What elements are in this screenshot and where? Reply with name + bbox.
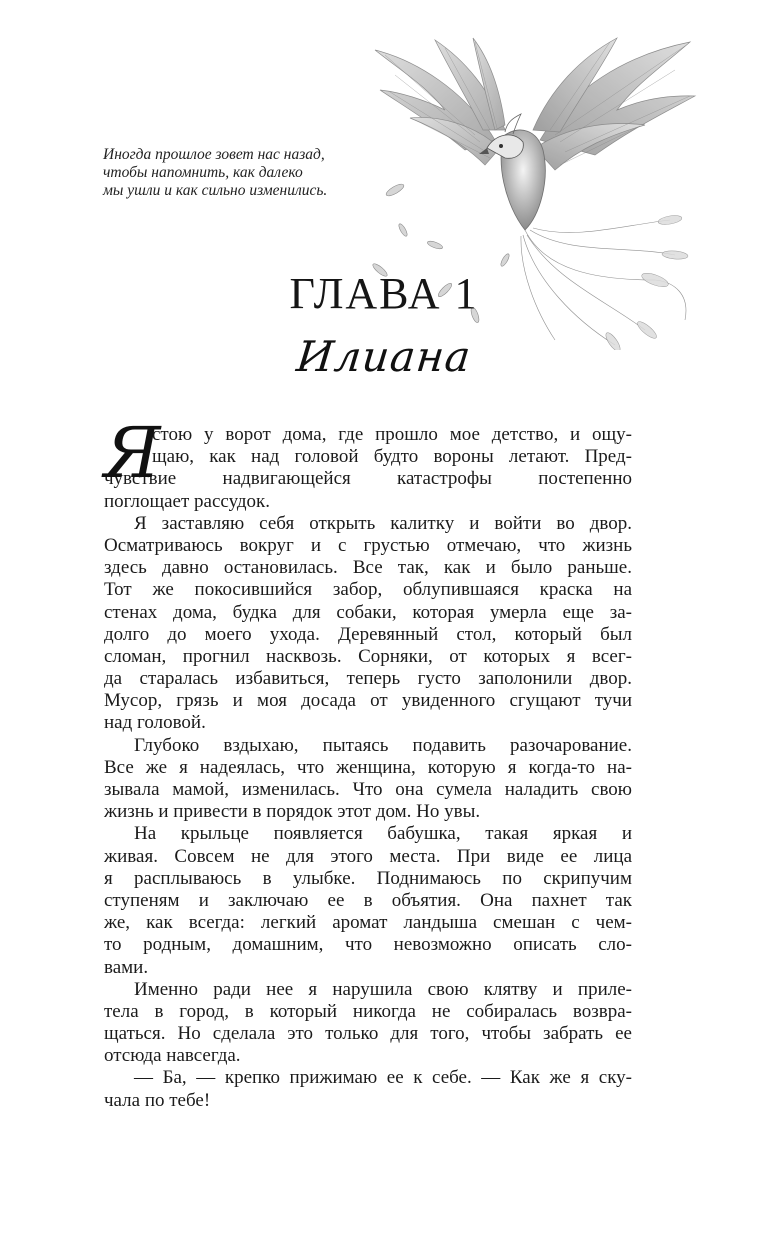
text-line: же, как всегда: легкий аромат ландыша смешан с чем-: [104, 912, 632, 934]
text-line: стенах дома, будка для собаки, которая умерла еще за-: [104, 601, 632, 623]
text-line: Все же я надеялась, что женщина, которую я когда-то на-: [104, 756, 632, 778]
epigraph: [103, 146, 363, 200]
text-line: — Ба, — крепко прижимаю ее к себе. — Как же я ску-: [134, 1067, 632, 1089]
chapter-title: Илиана: [294, 332, 474, 381]
text-line: Мусор, грязь и моя досада от увиденного сгущают тучи: [104, 690, 632, 712]
epigraph-line: чтобы напомнить, как далеко: [103, 164, 303, 181]
epigraph-line: мы ушли и как сильно изменились.: [103, 182, 328, 199]
text-line: Глубоко вздыхаю, пытаясь подавить разочарование.: [134, 734, 632, 756]
text-line: долго до моего ухода. Деревянный стол, который был: [104, 623, 632, 645]
text-line: поглощает рассудок.: [104, 490, 271, 512]
text-line: Тот же покосившийся забор, облупившаяся краска на: [104, 579, 632, 601]
text-line: чала по тебе!: [104, 1089, 211, 1111]
drop-cap: Я: [104, 412, 161, 494]
text-line: На крыльце появляется бабушка, такая яркая и: [134, 823, 632, 845]
text-line: жизнь и привести в порядок этот дом. Но увы.: [104, 801, 481, 823]
text-line: щаться. Но сделала это только для того, чтобы забрать ее: [104, 1023, 632, 1045]
text-line: Осматриваюсь вокруг и с грустью отмечаю, что жизнь: [104, 534, 632, 556]
text-line: отсюда навсегда.: [104, 1045, 241, 1067]
text-line: то родным, домашним, что невозможно описать сло-: [104, 934, 632, 956]
text-line: здесь давно остановилась. Все так, как и было раньше.: [104, 557, 632, 579]
chapter-number: ГЛАВА 1: [289, 269, 479, 318]
text-line: да старалась избавиться, теперь густо заполонили двор.: [104, 668, 632, 690]
text-line: Именно ради нее я нарушила свою клятву и приле-: [134, 978, 632, 1000]
text-line: зывала мамой, изменилась. Что она сумела наладить свою: [104, 779, 632, 800]
epigraph-line: Иногда прошлое зовет нас назад,: [103, 146, 325, 163]
text-line: сломан, прогнил насквозь. Сорняки, от которых я всег-: [104, 645, 632, 667]
text-line: Я заставляю себя открыть калитку и войти во двор.: [134, 512, 632, 534]
text-line: тела в город, в который никогда не собиралась возвра-: [104, 1000, 632, 1022]
text-line: ступеням и заключаю ее в объятия. Она пахнет так: [104, 889, 632, 911]
chapter-body: [104, 412, 632, 1112]
text-line: вами.: [104, 956, 149, 978]
text-line: стою у ворот дома, где прошло мое детство, и ощу-: [152, 424, 632, 445]
text-line: живая. Совсем не для этого места. При виде ее лица: [104, 845, 632, 867]
text-line: щаю, как над головой будто вороны летают. Пред-: [152, 446, 632, 468]
text-line: я расплываюсь в улыбке. Поднимаюсь по скрипучим: [104, 867, 632, 889]
text-line: над головой.: [104, 712, 206, 734]
text-line: чувствие надвигающейся катастрофы постепенно: [104, 468, 632, 490]
